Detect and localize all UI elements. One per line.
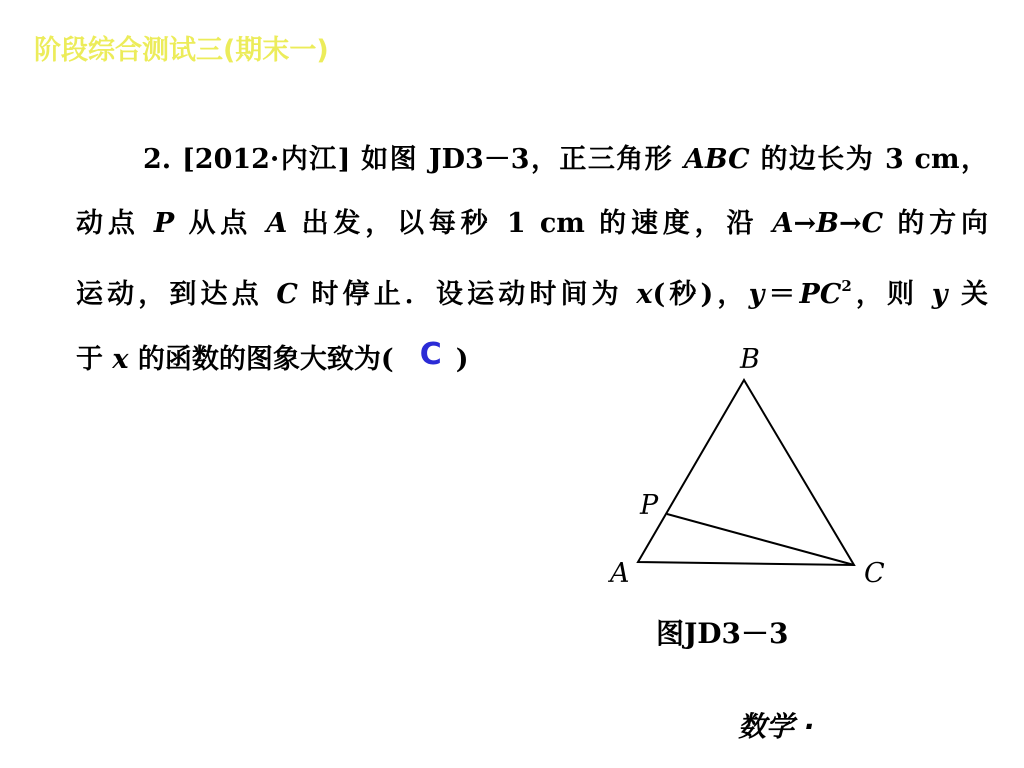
footer-subject: 数学 · bbox=[738, 710, 815, 743]
problem-line-1 bbox=[76, 128, 988, 192]
text-span: ，则 bbox=[851, 279, 932, 310]
label-b: B bbox=[740, 344, 760, 375]
equals-sign: ＝ bbox=[764, 279, 800, 310]
text-span: 运动，到达点 bbox=[76, 279, 277, 310]
var-c: C bbox=[276, 279, 298, 310]
text-span: 动点 bbox=[76, 208, 154, 239]
var-a: A bbox=[266, 208, 288, 239]
path-a: A bbox=[772, 208, 794, 239]
problem-line-2 bbox=[76, 192, 988, 256]
var-y: y bbox=[931, 279, 948, 310]
text-span: 的边长为 3 cm， bbox=[749, 144, 988, 175]
arrow-icon: → bbox=[793, 208, 817, 239]
triangle-abc bbox=[638, 380, 854, 565]
text-span: 的函数的图象大致为( bbox=[128, 344, 394, 375]
text-span: 时停止．设运动时间为 bbox=[297, 279, 637, 310]
var-p: P bbox=[153, 208, 175, 239]
answer-mark: C bbox=[419, 337, 442, 372]
text-span: 关 bbox=[947, 279, 988, 310]
label-p: P bbox=[640, 490, 659, 521]
text-span: ) bbox=[455, 344, 469, 375]
text-span: 的方向 bbox=[883, 208, 988, 239]
text-span: (秒)， bbox=[652, 279, 749, 310]
var-x: x bbox=[112, 344, 129, 375]
figure-caption: 图JD3－3 bbox=[656, 617, 789, 650]
superscript-2: 2 bbox=[841, 277, 852, 295]
var-x: x bbox=[636, 279, 653, 310]
text-span: 出发，以每秒 1 cm 的速度，沿 bbox=[287, 208, 773, 239]
slide-header-title: 阶段综合测试三(期末一) bbox=[34, 35, 329, 66]
arrow-icon: → bbox=[838, 208, 862, 239]
problem-line-3 bbox=[76, 256, 988, 327]
path-b: B bbox=[816, 208, 839, 239]
text-span: 从点 bbox=[174, 208, 267, 239]
label-c: C bbox=[864, 558, 885, 589]
triangle-figure bbox=[600, 340, 910, 610]
var-pc: PC bbox=[799, 279, 842, 310]
text-span: 2. [2012·内江] 如图 JD3－3，正三角形 bbox=[143, 144, 684, 175]
var-y: y bbox=[748, 279, 765, 310]
segment-pc bbox=[667, 514, 854, 565]
text-span: 于 bbox=[76, 344, 113, 375]
var-abc: ABC bbox=[683, 144, 750, 175]
label-a: A bbox=[610, 558, 630, 589]
path-c: C bbox=[861, 208, 884, 239]
